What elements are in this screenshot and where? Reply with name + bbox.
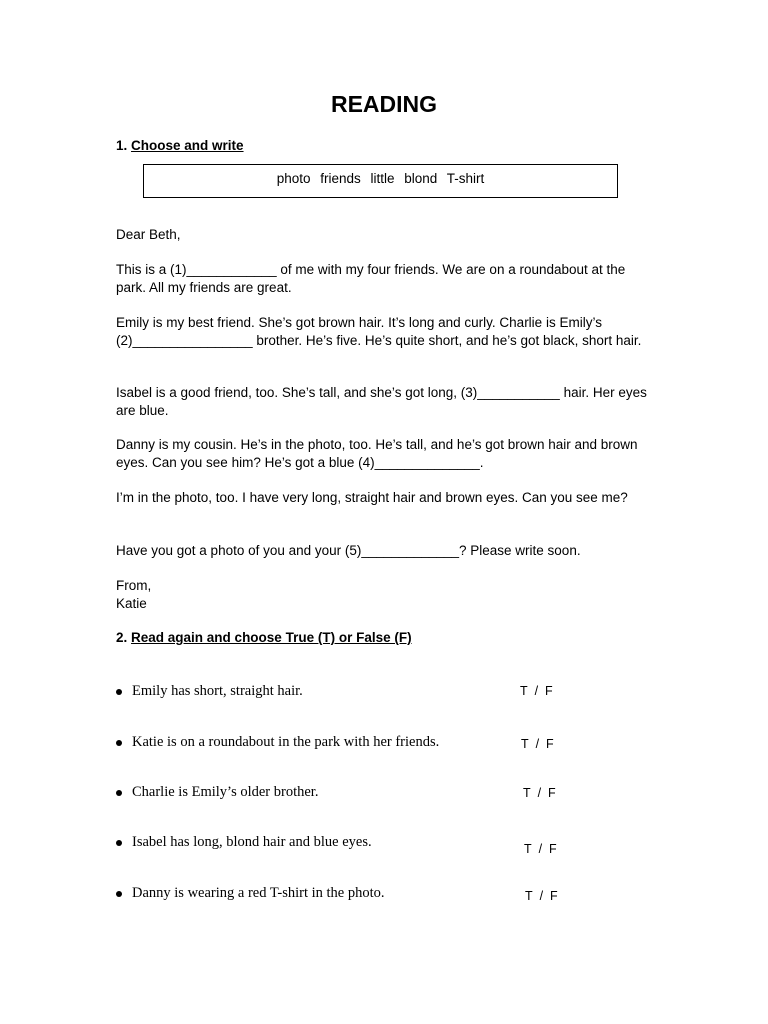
false-option[interactable]: F (546, 737, 554, 751)
bullet-icon (116, 840, 122, 846)
letter-paragraph-6: Have you got a photo of you and your (5)_____________? Please write soon. (116, 543, 581, 558)
choice-separator: / (538, 842, 543, 856)
true-option[interactable]: T (524, 842, 532, 856)
bullet-icon (116, 891, 122, 897)
letter-signature: Katie (116, 596, 147, 611)
statement-text: Danny is wearing a red T-shirt in the photo. (132, 885, 385, 901)
false-option[interactable]: F (550, 889, 558, 903)
letter-greeting: Dear Beth, (116, 227, 181, 242)
section1-heading (116, 137, 244, 155)
section1-number: 1. (116, 138, 128, 153)
choice-separator: / (539, 889, 544, 903)
false-option[interactable]: F (545, 684, 553, 698)
true-option[interactable]: T (521, 737, 529, 751)
letter-paragraph-1: This is a (1)____________ of me with my four friends. We are on a roundabout at the park. All my friends are great. (116, 262, 626, 295)
page-title: READING (330, 91, 438, 117)
section2-title: Read again and choose True (T) or False (F) (131, 630, 412, 645)
word-bank: photo friends little blond T-shirt (276, 171, 485, 186)
bullet-icon (116, 740, 122, 746)
true-false-choice-4[interactable] (524, 841, 557, 857)
choice-separator: / (535, 737, 540, 751)
letter-closing: From, (116, 578, 152, 593)
letter-paragraph-3: Isabel is a good friend, too. She’s tall, and she’s got long, (3)___________ hair. Her eyes are blue. (116, 385, 647, 418)
true-option[interactable]: T (525, 889, 533, 903)
statement-text: Isabel has long, blond hair and blue eyes. (132, 834, 372, 850)
bullet-icon (116, 790, 122, 796)
letter-paragraph-4: Danny is my cousin. He’s in the photo, too. He’s tall, and he’s got brown hair and brown eyes. Can you see him? He’s got a blue (4)______________. (116, 437, 638, 470)
letter-paragraph-2: Emily is my best friend. She’s got brown hair. It’s long and curly. Charlie is Emily’s (2)________________ brother. He’s five. He’s quite short, and he’s got black, short hair. (116, 315, 642, 348)
true-false-choice-5[interactable] (525, 888, 558, 904)
true-false-choice-3[interactable] (523, 785, 556, 801)
statement-text: Katie is on a roundabout in the park with her friends. (132, 734, 440, 750)
statement-text: Charlie is Emily’s older brother. (132, 784, 319, 800)
section2-heading (116, 629, 412, 647)
section1-title: Choose and write (131, 138, 244, 153)
letter-paragraph-5: I’m in the photo, too. I have very long, straight hair and brown eyes. Can you see me? (116, 490, 628, 505)
true-option[interactable]: T (523, 786, 531, 800)
bullet-icon (116, 689, 122, 695)
word-bank-box (143, 164, 618, 198)
false-option[interactable]: F (549, 842, 557, 856)
true-false-choice-1[interactable] (520, 683, 553, 699)
choice-separator: / (537, 786, 542, 800)
choice-separator: / (534, 684, 539, 698)
true-option[interactable]: T (520, 684, 528, 698)
section2-number: 2. (116, 630, 128, 645)
statement-text: Emily has short, straight hair. (132, 683, 303, 699)
false-option[interactable]: F (548, 786, 556, 800)
true-false-choice-2[interactable] (521, 736, 554, 752)
